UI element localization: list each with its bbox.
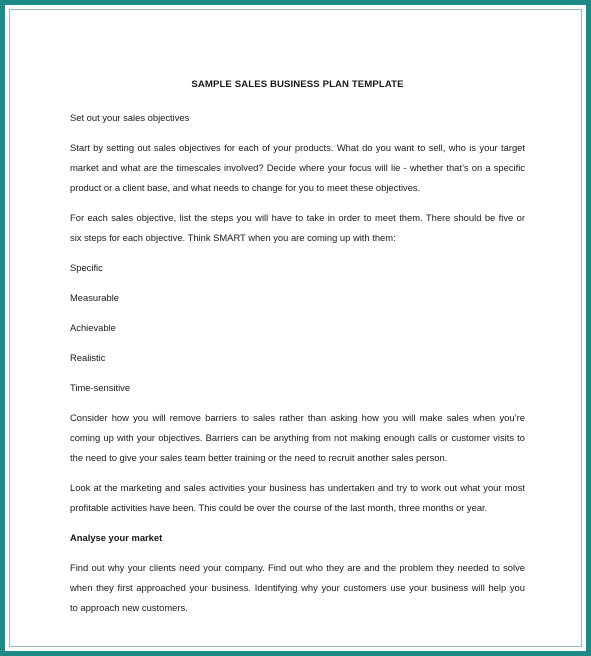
- section-heading-analyse-market: [70, 528, 525, 548]
- smart-item-label: Time-sensitive: [70, 382, 131, 393]
- section-heading: Analyse your market: [70, 532, 163, 543]
- text-line: Find out why your clients need your company. Find out who they are and the problem they needed to solve: [70, 562, 525, 573]
- text-line: Look at the marketing and sales activities your business has undertaken and try to work out what your most: [70, 482, 525, 493]
- text-line: product or a client base, and what needs to change for you to meet these objectives.: [70, 182, 421, 193]
- text-line: Consider how you will remove barriers to sales rather than asking how you will make sales when you’re: [70, 412, 525, 423]
- smart-item-achievable: [70, 318, 525, 338]
- text-line: to approach new customers.: [70, 602, 188, 613]
- text-line: when they first approached your business. Identifying why your customers use your business will help you: [70, 582, 525, 593]
- document-page: [70, 78, 525, 628]
- paragraph-steps: [70, 208, 525, 248]
- paragraph-start-objectives: [70, 138, 525, 198]
- paragraph-marketing-activities: [70, 478, 525, 518]
- smart-item-label: Measurable: [70, 292, 119, 303]
- text-line: coming up with your objectives. Barriers can be anything from not making enough calls or customer visits to: [70, 432, 525, 443]
- smart-item-label: Achievable: [70, 322, 116, 333]
- smart-item-label: Realistic: [70, 352, 106, 363]
- document-title: SAMPLE SALES BUSINESS PLAN TEMPLATE: [191, 79, 404, 90]
- smart-item-specific: [70, 258, 525, 278]
- text-line: market and what are the timescales involved? Decide where your focus will lie - whether that’s on a specific: [70, 162, 525, 173]
- smart-item-label: Specific: [70, 262, 103, 273]
- paragraph-find-out-why: [70, 558, 525, 618]
- text-line: profitable activities have been. This could be over the course of the last month, three months or year.: [70, 502, 488, 513]
- text-line: For each sales objective, list the steps you will have to take in order to meet them. There should be five or: [70, 212, 525, 223]
- text-line: six steps for each objective. Think SMART when you are coming up with them:: [70, 232, 396, 243]
- smart-item-measurable: [70, 288, 525, 308]
- smart-item-realistic: [70, 348, 525, 368]
- text-line: Start by setting out sales objectives for each of your products. What do you want to sell, who is your target: [70, 142, 525, 153]
- paragraph-barriers: [70, 408, 525, 468]
- text-line: the need to give your sales team better training or the need to recruit another sales person.: [70, 452, 448, 463]
- paragraph-sales-objectives-intro: [70, 108, 525, 128]
- text-line: Set out your sales objectives: [70, 112, 190, 123]
- smart-item-time-sensitive: [70, 378, 525, 398]
